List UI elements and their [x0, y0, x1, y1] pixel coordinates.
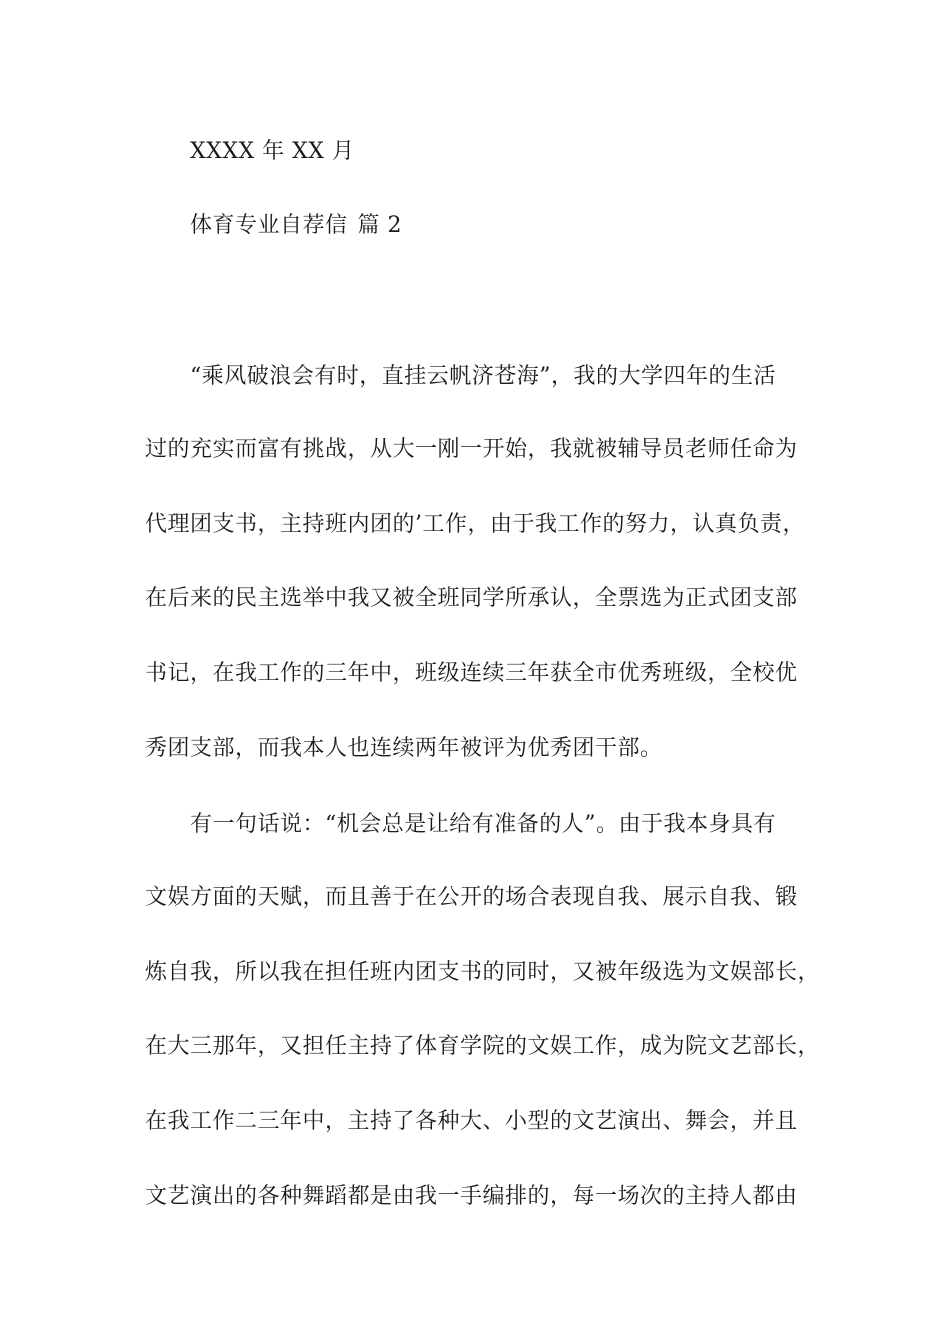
paragraph-line: 过的充实而富有挑战，从大一刚一开始，我就被辅导员老师任命为 — [145, 437, 798, 462]
section-number: 篇 2 — [357, 213, 403, 238]
date-line: XXXX 年 XX 月 — [190, 139, 355, 164]
paragraph-line: 在后来的民主选举中我又被全班同学所承认，全票选为正式团支部 — [145, 586, 798, 611]
paragraph-line: 炼自我，所以我在担任班内团支书的同时，又被年级选为文娱部长， — [145, 960, 821, 985]
paragraph-line: 文艺演出的各种舞蹈都是由我一手编排的，每一场次的主持人都由 — [145, 1184, 798, 1209]
paragraph-line: 文娱方面的天赋，而且善于在公开的场合表现自我、展示自我、锻 — [145, 885, 798, 910]
section-heading — [190, 211, 860, 241]
paragraph-line: 有一句话说：“机会总是让给有准备的人”。由于我本身具有 — [190, 812, 776, 837]
paragraph-line: “乘风破浪会有时，直挂云帆济苍海”，我的大学四年的生活 — [190, 364, 776, 389]
paragraph-line: 在我工作二三年中，主持了各种大、小型的文艺演出、舞会，并且 — [145, 1109, 798, 1134]
paragraph-line: 代理团支书，主持班内团的’工作，由于我工作的努力，认真负责， — [145, 512, 805, 537]
section-title: 体育专业自荐信 — [190, 213, 348, 238]
paragraph-line: 秀团支部，而我本人也连续两年被评为优秀团干部。 — [145, 736, 663, 761]
paragraph-line: 书记，在我工作的三年中，班级连续三年获全市优秀班级，全校优 — [145, 661, 798, 686]
paragraph-line: 在大三那年，又担任主持了体育学院的文娱工作，成为院文艺部长， — [145, 1034, 821, 1059]
